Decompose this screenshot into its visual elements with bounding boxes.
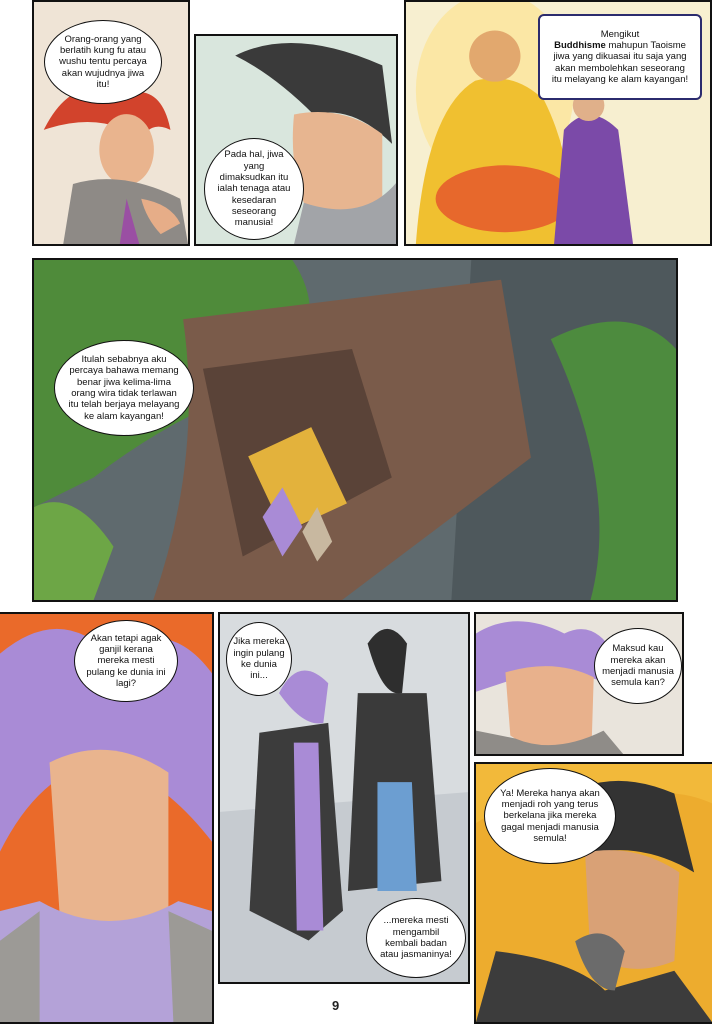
- narration-caption: [538, 14, 702, 100]
- caption-pre: Mengikut: [600, 28, 640, 40]
- panel-1: [32, 0, 190, 246]
- caption-text: [550, 29, 690, 86]
- panel-5: [0, 612, 214, 1024]
- caption-bold: Buddhisme: [554, 39, 606, 51]
- panel-6: [218, 612, 470, 984]
- speech-bubble: Akan tetapi agak ganjil kerana mereka mesti pulang ke dunia ini lagi?: [74, 620, 178, 702]
- page-number: 9: [332, 998, 340, 1013]
- speech-bubble: Ya! Mereka hanya akan menjadi roh yang terus berkelana jika mereka gagal menjadi manusia semula!: [484, 768, 616, 864]
- speech-bubble: ...mereka mesti mengambil kembali badan atau jasmaninya!: [366, 898, 466, 978]
- panel-8: [474, 762, 712, 1024]
- panel-4: [32, 258, 678, 602]
- speech-bubble: Pada hal, jiwa yang dimaksudkan itu ialah tenaga atau kesedaran seseorang manusia!: [204, 138, 304, 240]
- panel-3: [404, 0, 712, 246]
- speech-bubble: Orang-orang yang berlatih kung fu atau wushu tentu percaya akan wujudnya jiwa itu!: [44, 20, 162, 104]
- panel-2: [194, 34, 398, 246]
- speech-bubble: Itulah sebabnya aku percaya bahawa memang benar jiwa kelima-lima orang wira tidak terlawan itu telah berjaya melayang ke alam kayangan!: [54, 340, 194, 436]
- panel-7: [474, 612, 684, 756]
- speech-bubble: Maksud kau mereka akan menjadi manusia semula kan?: [594, 628, 682, 704]
- caption-post: mahupun Taoisme jiwa yang dikuasai itu saja yang akan membolehkan seseorang itu melayang ke alam kayangan!: [551, 39, 689, 86]
- speech-bubble: Jika mereka ingin pulang ke dunia ini...: [226, 622, 292, 696]
